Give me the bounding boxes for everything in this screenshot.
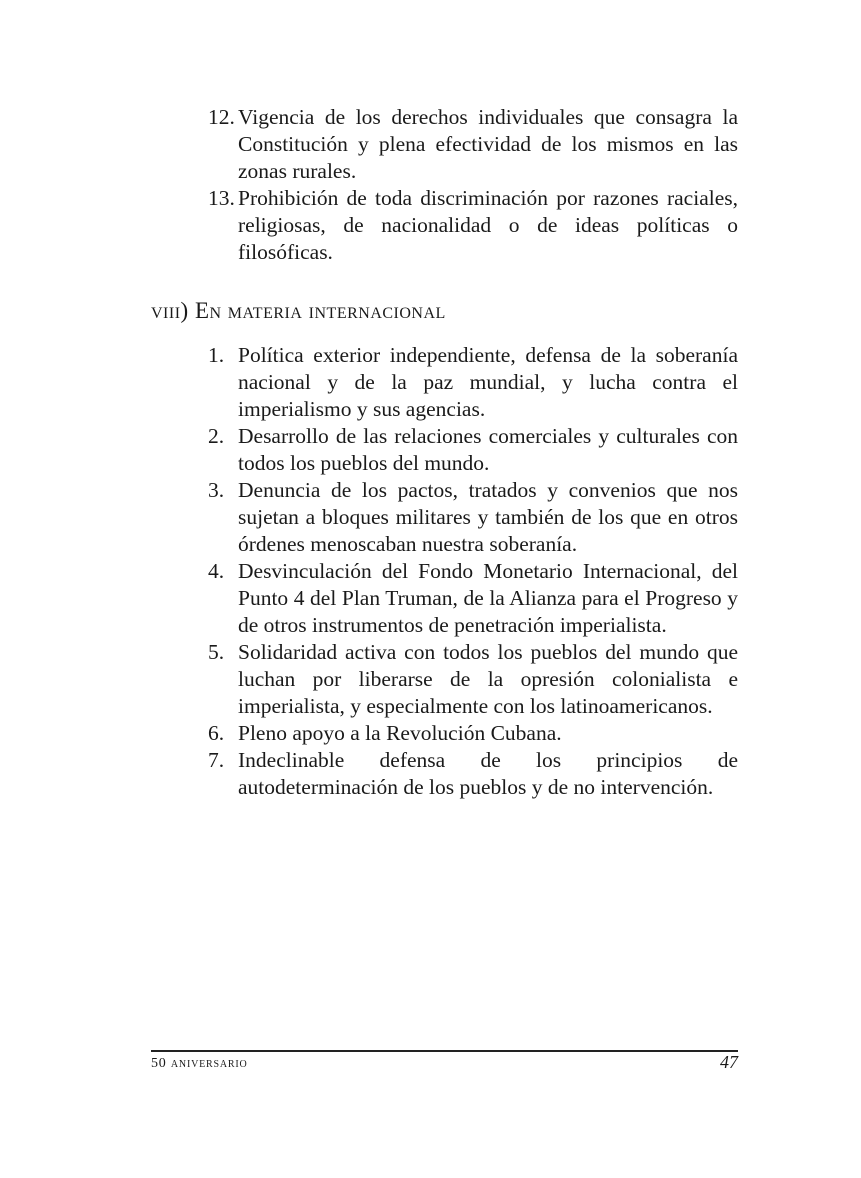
list-item	[208, 185, 738, 266]
running-footer: 50 aniversario	[151, 1056, 248, 1071]
item-number: 2.	[208, 424, 225, 448]
item-number: 13.	[208, 186, 235, 210]
item-number: 7.	[208, 748, 225, 772]
item-number: 6.	[208, 721, 225, 745]
section-list	[208, 342, 738, 801]
list-item	[208, 477, 738, 558]
item-text: Solidaridad activa con todos los pueblos del mundo que luchan por liberarse de la opresión colonialista e imperialista, y especialmente con los latinoamericanos.	[238, 640, 738, 718]
list-item	[208, 747, 738, 801]
list-item	[208, 104, 738, 185]
item-number: 1.	[208, 343, 225, 367]
item-text: Indeclinable defensa de los principios de autodeterminación de los pueblos y de no intervención.	[238, 748, 738, 799]
item-number: 3.	[208, 478, 225, 502]
list-item	[208, 639, 738, 720]
list-item	[208, 720, 738, 747]
item-text: Vigencia de los derechos individuales que consagra la Constitución y plena efectividad de los mismos en las zonas rurales.	[238, 105, 738, 183]
footer-divider	[151, 1050, 738, 1052]
continued-list	[208, 104, 738, 266]
item-number: 4.	[208, 559, 225, 583]
item-text: Denuncia de los pactos, tratados y convenios que nos sujetan a bloques militares y también de los que en otros órdenes menoscaban nuestra soberanía.	[238, 478, 738, 556]
list-item	[208, 423, 738, 477]
page-number: 47	[720, 1052, 738, 1072]
item-number: 5.	[208, 640, 225, 664]
item-text: Pleno apoyo a la Revolución Cubana.	[238, 721, 562, 745]
item-text: Política exterior independiente, defensa de la soberanía nacional y de la paz mundial, y lucha contra el imperialismo y sus agencias.	[238, 343, 738, 421]
section-heading: viii) En materia internacional	[151, 298, 446, 323]
item-number: 12.	[208, 105, 235, 129]
item-text: Desvinculación del Fondo Monetario Internacional, del Punto 4 del Plan Truman, de la Alianza para el Progreso y de otros instrumentos de penetración imperialista.	[238, 559, 738, 637]
list-item	[208, 342, 738, 423]
list-item	[208, 558, 738, 639]
item-text: Desarrollo de las relaciones comerciales y culturales con todos los pueblos del mundo.	[238, 424, 738, 475]
item-text: Prohibición de toda discriminación por razones raciales, religiosas, de nacionalidad o de ideas políticas o filosóficas.	[238, 186, 738, 264]
